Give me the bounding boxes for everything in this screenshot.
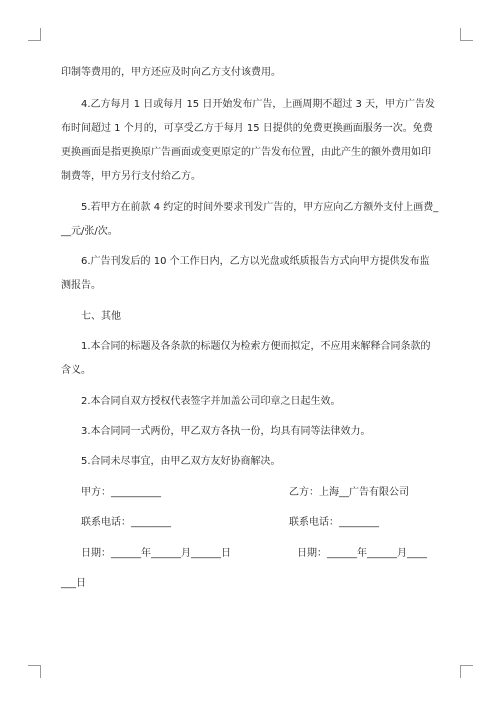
crop-mark-top-left bbox=[28, 28, 41, 41]
crop-mark-bottom-left bbox=[28, 665, 41, 678]
other-item-2: 2.本合同自双方授权代表签字并加盖公司印章之日起生效。 bbox=[81, 396, 341, 407]
other-item-5: 5.合同未尽事宜，由甲乙双方友好协商解决。 bbox=[81, 456, 281, 467]
clause-6-line-1: 6.广告刊发后的 10 个工作日内，乙方以光盘或纸质报告方式向甲方提供发布监 bbox=[81, 256, 430, 267]
clause-5-line-2: __元/张/次。 bbox=[61, 226, 118, 237]
clause-4-line-3: 更换画面是指更换原广告画面或变更原定的广告发布位置，由此产生的额外费用如印 bbox=[61, 147, 431, 158]
paragraph-line: 印制等费用的，甲方还应及时向乙方支付该费用。 bbox=[61, 67, 281, 78]
clause-4-line-4: 制费等，甲方另行支付给乙方。 bbox=[61, 171, 201, 182]
party-a-phone-field: 联系电话：________ bbox=[81, 517, 171, 528]
party-a-field: 甲方：__________ bbox=[81, 487, 161, 498]
party-b-date-field: 日期：______年______月____ bbox=[297, 548, 427, 559]
party-a-date-field: 日期：______年______月______日 bbox=[81, 548, 231, 559]
clause-4-line-1: 4.乙方每月 1 日或每月 15 日开始发布广告，上画周期不超过 3 天，甲方广告发 bbox=[81, 99, 436, 110]
crop-mark-top-right bbox=[460, 28, 473, 41]
party-b-date-continuation: ___日 bbox=[61, 578, 86, 589]
other-item-1-line-1: 1.本合同的标题及各条款的标题仅为检索方便而拟定，不应用来解释合同条款的 bbox=[81, 341, 431, 352]
clause-4-line-2: 布时间超过 1 个月的，可享受乙方于每月 15 日提供的免费更换画面服务一次。免费 bbox=[61, 123, 433, 134]
other-item-3: 3.本合同同一式两份，甲乙双方各执一份，均具有同等法律效力。 bbox=[81, 426, 371, 437]
clause-6-line-2: 测报告。 bbox=[61, 280, 101, 291]
other-item-1-line-2: 含义。 bbox=[61, 365, 91, 376]
party-b-phone-field: 联系电话：________ bbox=[289, 517, 379, 528]
party-b-field: 乙方：上海__广告有限公司 bbox=[289, 487, 409, 498]
clause-5-line-1: 5.若甲方在前款 4 约定的时间外要求刊发广告的，甲方应向乙方额外支付上画费_ bbox=[81, 202, 439, 213]
section-heading-other: 七、其他 bbox=[81, 311, 121, 322]
crop-mark-bottom-right bbox=[460, 665, 473, 678]
